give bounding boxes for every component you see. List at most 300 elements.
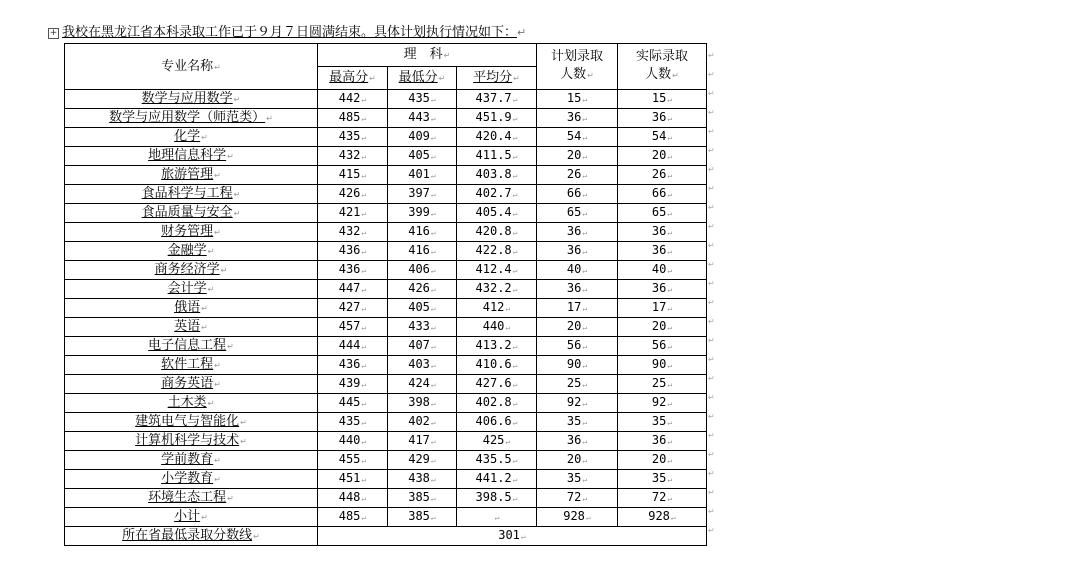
table-row [65,299,707,318]
cell-mark-icon: ↵ [430,95,436,104]
row-end-mark-icon: ↵ [708,469,715,478]
cell-plan: 35↵ [537,470,618,489]
cell-avg: 402.8↵ [457,394,537,413]
table-row [65,375,707,394]
cell-major: 数学与应用数学↵ [65,90,318,109]
cell-mark-icon: ↵ [505,437,511,446]
cell-mark-icon: ↵ [361,361,367,370]
cell-actual: 20↵ [618,147,707,166]
cell-mark-icon: ↵ [240,437,247,446]
cell-mark-icon: ↵ [430,285,436,294]
cell-mark-icon: ↵ [582,475,588,484]
cell-mark-icon: ↵ [667,190,673,199]
cell-plan: 15↵ [537,90,618,109]
row-end-mark-icon: ↵ [708,336,715,345]
cell-min: 401↵ [388,166,457,185]
cell-actual: 20↵ [618,451,707,470]
cell-mark-icon: ↵ [361,456,367,465]
cell-max: 436↵ [318,242,388,261]
cell-mark-icon: ↵ [233,209,241,218]
cell-max: 415↵ [318,166,388,185]
row-end-mark-icon: ↵ [708,507,715,516]
cell-mark-icon: ↵ [220,266,228,275]
cell-actual: 36↵ [618,280,707,299]
cell-major: 地理信息科学↵ [65,147,318,166]
cell-mark-icon: ↵ [430,513,436,522]
cell-max: 448↵ [318,489,388,508]
cell-mark-icon: ↵ [512,418,518,427]
cell-min: 402↵ [388,413,457,432]
cell-mark-icon: ↵ [582,437,588,446]
cell-plan: 72↵ [537,489,618,508]
table-row [65,470,707,489]
cell-max: 432↵ [318,147,388,166]
cell-actual: 92↵ [618,394,707,413]
table-row [65,223,707,242]
cell-mark-icon: ↵ [430,437,436,446]
cell-avg: 410.6↵ [457,356,537,375]
cell-mark-icon: ↵ [438,74,446,83]
cell-min: 398↵ [388,394,457,413]
cell-max: 421↵ [318,204,388,223]
subtotal-row [65,508,707,527]
cell-mark-icon: ↵ [207,247,215,256]
cell-mark-icon: ↵ [512,475,518,484]
cell-mark-icon: ↵ [505,323,511,332]
row-end-mark-icon: ↵ [708,70,715,79]
cell-mark-icon: ↵ [582,95,588,104]
cell-mark-icon: ↵ [582,361,588,370]
cell-mark-icon: ↵ [582,304,588,313]
cell-mark-icon: ↵ [233,95,241,104]
cell-avg: 420.4↵ [457,128,537,147]
table-row [65,242,707,261]
row-end-mark-icon: ↵ [708,241,715,250]
cell-mark-icon: ↵ [667,304,673,313]
cell-mark-icon: ↵ [201,304,208,313]
min-score-row [65,527,707,546]
cell-mark-icon: ↵ [585,513,591,522]
cell-mark-icon: ↵ [227,494,234,503]
cell-actual: 72↵ [618,489,707,508]
cell-major: 土木类↵ [65,394,318,413]
cell-actual: 36↵ [618,223,707,242]
cell-avg: 411.5↵ [457,147,537,166]
cell-actual: 90↵ [618,356,707,375]
cell-plan: 20↵ [537,318,618,337]
cell-mark-icon: ↵ [430,494,436,503]
table-row [65,90,707,109]
cell-actual: 56↵ [618,337,707,356]
cell-major: 财务管理↵ [65,223,318,242]
cell-mark-icon: ↵ [361,494,367,503]
row-end-mark-icon: ↵ [708,165,715,174]
cell-mark-icon: ↵ [430,209,436,218]
table-row [65,318,707,337]
cell-mark-icon: ↵ [430,171,436,180]
cell-mark-icon: ↵ [667,209,673,218]
cell-mark-icon: ↵ [512,95,518,104]
cell-mark-icon: ↵ [361,285,367,294]
cell-mark-icon: ↵ [201,323,208,332]
cell-major: 电子信息工程↵ [65,337,318,356]
intro-text: 我校在黑龙江省本科录取工作已于９月７日圆满结束。具体计划执行情况如下： [62,25,518,40]
cell-mark-icon: ↵ [361,418,367,427]
cell-mark-icon: ↵ [430,380,436,389]
cell-plan: 20↵ [537,147,618,166]
cell-mark-icon: ↵ [667,323,673,332]
cell-major: 金融学↵ [65,242,318,261]
cell-min: 409↵ [388,128,457,147]
row-end-mark-icon: ↵ [708,412,715,421]
cell-max: 444↵ [318,337,388,356]
cell-avg: 422.8↵ [457,242,537,261]
cell-plan: 36↵ [537,242,618,261]
cell-plan: 90↵ [537,356,618,375]
cell-mark-icon: ↵ [667,456,673,465]
cell-mark-icon: ↵ [512,266,518,275]
cell-avg: 432.2↵ [457,280,537,299]
cell-actual: 36↵ [618,242,707,261]
cell-mark-icon: ↵ [207,399,215,408]
cell-min: 407↵ [388,337,457,356]
cell-mark-icon: ↵ [361,114,367,123]
cell-avg: 435.5↵ [457,451,537,470]
min-score-label: 所在省最低录取分数线↵ [65,527,318,546]
cell-avg: 451.9↵ [457,109,537,128]
cell-mark-icon: ↵ [361,171,367,180]
cell-mark-icon: ↵ [582,456,588,465]
cell-mark-icon: ↵ [361,399,367,408]
cell-mark-icon: ↵ [361,190,367,199]
cell-mark-icon: ↵ [667,437,673,446]
cell-mark-icon: ↵ [667,342,673,351]
cell-mark-icon: ↵ [582,494,588,503]
cell-mark-icon: ↵ [512,494,518,503]
row-end-mark-icon: ↵ [708,355,715,364]
table-row [65,356,707,375]
header-max: 最高分↵ [318,67,388,90]
cell-max: 439↵ [318,375,388,394]
cell-min: 406↵ [388,261,457,280]
subtotal-max: 485↵ [318,508,388,527]
cell-mark-icon: ↵ [512,190,518,199]
cell-mark-icon: ↵ [582,418,588,427]
cell-mark-icon: ↵ [667,114,673,123]
cell-mark-icon: ↵ [430,304,436,313]
cell-avg: 427.6↵ [457,375,537,394]
row-end-mark-icon: ↵ [708,222,715,231]
paragraph-mark-icon: ↵ [517,26,527,39]
cell-major: 英语↵ [65,318,318,337]
cell-mark-icon: ↵ [430,323,436,332]
cell-avg: 406.6↵ [457,413,537,432]
header-science: 理 科↵ [318,44,537,67]
cell-min: 438↵ [388,470,457,489]
cell-plan: 35↵ [537,413,618,432]
cell-plan: 36↵ [537,223,618,242]
cell-mark-icon: ↵ [512,399,518,408]
cell-mark-icon: ↵ [582,380,588,389]
cell-mark-icon: ↵ [430,247,436,256]
cell-min: 429↵ [388,451,457,470]
cell-mark-icon: ↵ [430,475,436,484]
cell-mark-icon: ↵ [361,247,367,256]
cell-mark-icon: ↵ [587,71,594,80]
cell-mark-icon: ↵ [214,456,221,465]
cell-mark-icon: ↵ [233,190,241,199]
cell-max: 442↵ [318,90,388,109]
cell-mark-icon: ↵ [667,494,673,503]
cell-min: 443↵ [388,109,457,128]
subtotal-label: 小计↵ [65,508,318,527]
cell-mark-icon: ↵ [667,418,673,427]
cell-mark-icon: ↵ [520,532,526,541]
cell-major: 软件工程↵ [65,356,318,375]
cell-mark-icon: ↵ [667,475,673,484]
cell-avg: 425↵ [457,432,537,451]
cell-max: 435↵ [318,128,388,147]
cell-mark-icon: ↵ [667,171,673,180]
row-end-mark-icon: ↵ [708,260,715,269]
subtotal-plan: 928↵ [537,508,618,527]
cell-actual: 17↵ [618,299,707,318]
cell-mark-icon: ↵ [430,133,436,142]
cell-plan: 17↵ [537,299,618,318]
cell-mark-icon: ↵ [369,74,376,83]
cell-mark-icon: ↵ [667,361,673,370]
cell-mark-icon: ↵ [667,285,673,294]
table-body [65,90,707,508]
cell-major: 俄语↵ [65,299,318,318]
cell-mark-icon: ↵ [227,152,234,161]
cell-max: 427↵ [318,299,388,318]
cell-min: 416↵ [388,242,457,261]
table-row [65,451,707,470]
admissions-table [64,43,707,546]
cell-mark-icon: ↵ [361,380,367,389]
cell-mark-icon: ↵ [512,247,518,256]
cell-avg: 437.7↵ [457,90,537,109]
cell-actual: 25↵ [618,375,707,394]
cell-mark-icon: ↵ [214,228,221,237]
cell-mark-icon: ↵ [512,361,518,370]
cell-mark-icon: ↵ [214,62,221,72]
cell-major: 数学与应用数学（师范类）↵ [65,109,318,128]
table-row [65,261,707,280]
table-anchor-icon[interactable]: + [49,28,58,38]
row-end-mark-icon: ↵ [708,374,715,383]
row-end-mark-icon: ↵ [708,203,715,212]
cell-major: 商务经济学↵ [65,261,318,280]
cell-major: 商务英语↵ [65,375,318,394]
cell-mark-icon: ↵ [667,152,673,161]
cell-max: 451↵ [318,470,388,489]
row-end-marks [708,43,718,537]
cell-mark-icon: ↵ [361,342,367,351]
row-end-mark-icon: ↵ [708,89,715,98]
cell-max: 455↵ [318,451,388,470]
cell-major: 学前教育↵ [65,451,318,470]
header-plan: 计划录取 人数↵ [537,44,618,90]
cell-mark-icon: ↵ [201,513,208,522]
cell-max: 457↵ [318,318,388,337]
table-row [65,413,707,432]
cell-mark-icon: ↵ [361,513,367,522]
cell-min: 385↵ [388,489,457,508]
cell-min: 435↵ [388,90,457,109]
table-row [65,337,707,356]
min-score-value: 301↵ [318,527,707,546]
cell-max: 426↵ [318,185,388,204]
cell-mark-icon: ↵ [361,266,367,275]
cell-mark-icon: ↵ [361,133,367,142]
cell-mark-icon: ↵ [512,171,518,180]
cell-mark-icon: ↵ [582,323,588,332]
cell-mark-icon: ↵ [430,266,436,275]
cell-mark-icon: ↵ [582,152,588,161]
cell-plan: 54↵ [537,128,618,147]
cell-plan: 36↵ [537,280,618,299]
cell-mark-icon: ↵ [582,266,588,275]
cell-actual: 15↵ [618,90,707,109]
cell-mark-icon: ↵ [582,228,588,237]
cell-mark-icon: ↵ [201,133,208,142]
cell-mark-icon: ↵ [512,114,518,123]
subtotal-actual: 928↵ [618,508,707,527]
cell-avg: 412↵ [457,299,537,318]
cell-mark-icon: ↵ [505,304,511,313]
cell-major: 食品质量与安全↵ [65,204,318,223]
cell-mark-icon: ↵ [214,361,221,370]
cell-mark-icon: ↵ [430,399,436,408]
cell-mark-icon: ↵ [667,399,673,408]
cell-avg: 440↵ [457,318,537,337]
cell-mark-icon: ↵ [227,342,234,351]
cell-min: 399↵ [388,204,457,223]
cell-max: 436↵ [318,356,388,375]
cell-avg: 405.4↵ [457,204,537,223]
table-row [65,280,707,299]
table-row [65,185,707,204]
cell-max: 436↵ [318,261,388,280]
subtotal-min: 385↵ [388,508,457,527]
cell-mark-icon: ↵ [266,114,273,123]
cell-actual: 35↵ [618,470,707,489]
cell-min: 416↵ [388,223,457,242]
cell-mark-icon: ↵ [667,266,673,275]
cell-mark-icon: ↵ [361,228,367,237]
cell-mark-icon: ↵ [361,209,367,218]
cell-major: 食品科学与工程↵ [65,185,318,204]
row-end-mark-icon: ↵ [708,317,715,326]
cell-major: 会计学↵ [65,280,318,299]
cell-max: 440↵ [318,432,388,451]
cell-mark-icon: ↵ [430,342,436,351]
cell-avg: 413.2↵ [457,337,537,356]
cell-avg: 398.5↵ [457,489,537,508]
row-end-mark-icon: ↵ [708,279,715,288]
cell-plan: 25↵ [537,375,618,394]
cell-min: 417↵ [388,432,457,451]
table-row [65,166,707,185]
cell-avg: 441.2↵ [457,470,537,489]
row-end-mark-icon: ↵ [708,298,715,307]
cell-mark-icon: ↵ [512,380,518,389]
cell-mark-icon: ↵ [582,209,588,218]
row-end-mark-icon: ↵ [708,127,715,136]
cell-plan: 65↵ [537,204,618,223]
cell-max: 447↵ [318,280,388,299]
cell-mark-icon: ↵ [443,51,451,60]
cell-plan: 26↵ [537,166,618,185]
cell-mark-icon: ↵ [582,285,588,294]
header-avg: 平均分↵ [457,67,537,90]
cell-mark-icon: ↵ [582,171,588,180]
cell-mark-icon: ↵ [512,152,518,161]
cell-major: 计算机科学与技术↵ [65,432,318,451]
header-actual: 实际录取 人数↵ [618,44,707,90]
cell-major: 环境生态工程↵ [65,489,318,508]
row-end-mark-icon: ↵ [708,450,715,459]
cell-mark-icon: ↵ [672,71,679,80]
row-end-mark-icon: ↵ [708,431,715,440]
cell-actual: 65↵ [618,204,707,223]
cell-mark-icon: ↵ [361,152,367,161]
cell-mark-icon: ↵ [582,399,588,408]
row-end-mark-icon: ↵ [708,146,715,155]
cell-max: 445↵ [318,394,388,413]
cell-mark-icon: ↵ [361,437,367,446]
cell-mark-icon: ↵ [582,114,588,123]
cell-plan: 92↵ [537,394,618,413]
cell-mark-icon: ↵ [253,532,260,541]
table-row [65,109,707,128]
cell-mark-icon: ↵ [667,95,673,104]
cell-plan: 36↵ [537,432,618,451]
cell-max: 435↵ [318,413,388,432]
cell-mark-icon: ↵ [430,190,436,199]
cell-mark-icon: ↵ [430,228,436,237]
cell-mark-icon: ↵ [361,95,367,104]
cell-mark-icon: ↵ [512,456,518,465]
cell-actual: 54↵ [618,128,707,147]
cell-mark-icon: ↵ [361,304,367,313]
cell-min: 426↵ [388,280,457,299]
cell-min: 405↵ [388,147,457,166]
cell-mark-icon: ↵ [670,513,676,522]
cell-min: 403↵ [388,356,457,375]
cell-max: 432↵ [318,223,388,242]
cell-mark-icon: ↵ [512,133,518,142]
cell-min: 424↵ [388,375,457,394]
cell-avg: 403.8↵ [457,166,537,185]
cell-avg: 402.7↵ [457,185,537,204]
table-row [65,128,707,147]
cell-mark-icon: ↵ [667,133,673,142]
row-end-mark-icon: ↵ [708,108,715,117]
cell-mark-icon: ↵ [361,323,367,332]
cell-plan: 36↵ [537,109,618,128]
cell-actual: 40↵ [618,261,707,280]
cell-mark-icon: ↵ [667,380,673,389]
table-row [65,204,707,223]
cell-mark-icon: ↵ [430,418,436,427]
cell-major: 建筑电气与智能化↵ [65,413,318,432]
cell-mark-icon: ↵ [667,228,673,237]
cell-mark-icon: ↵ [214,171,221,180]
cell-mark-icon: ↵ [667,247,673,256]
